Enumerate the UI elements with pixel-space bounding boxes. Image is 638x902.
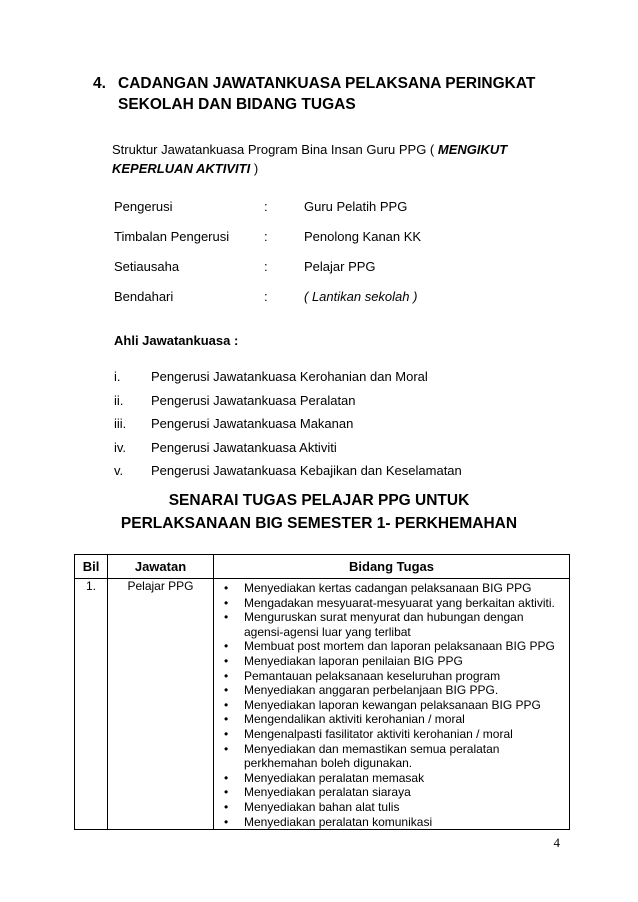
committee-colon: : bbox=[264, 199, 268, 214]
committee-colon: : bbox=[264, 289, 268, 304]
bullet-icon: • bbox=[224, 610, 229, 625]
task-item bbox=[214, 771, 565, 786]
committee-colon: : bbox=[264, 259, 268, 274]
committee-row bbox=[0, 199, 638, 219]
member-item bbox=[0, 369, 638, 389]
member-numeral: iv. bbox=[114, 439, 127, 455]
member-text: Pengerusi Jawatankuasa Kebajikan dan Keselamatan bbox=[151, 463, 462, 478]
task-item bbox=[214, 581, 565, 596]
bullet-icon: • bbox=[224, 639, 229, 654]
page-number: 4 bbox=[553, 835, 560, 850]
bullet-icon: • bbox=[224, 683, 229, 698]
bullet-icon: • bbox=[224, 712, 229, 727]
task-item bbox=[214, 654, 565, 669]
committee-position: Timbalan Pengerusi bbox=[114, 229, 230, 244]
bullet-icon: • bbox=[224, 697, 229, 712]
task-text: Menyediakan peralatan memasak bbox=[244, 770, 425, 785]
header-bil: Bil bbox=[75, 555, 108, 579]
task-item bbox=[214, 669, 565, 684]
task-item bbox=[214, 727, 565, 742]
committee-position: Pengerusi bbox=[114, 199, 173, 214]
committee-colon: : bbox=[264, 229, 268, 244]
member-text: Pengerusi Jawatankuasa Kerohanian dan Moral bbox=[151, 369, 428, 384]
bullet-icon: • bbox=[224, 595, 229, 610]
section-number: 4. bbox=[93, 75, 106, 92]
task-item bbox=[214, 712, 565, 727]
task-text: Menyediakan laporan penilaian BIG PPG bbox=[244, 653, 463, 668]
intro-text: Struktur Jawatankuasa Program Bina Insan Guru PPG ( bbox=[112, 142, 438, 157]
task-text: Mengadakan mesyuarat-mesyuarat yang berkaitan aktiviti. bbox=[244, 595, 555, 610]
task-text: Menyediakan anggaran perbelanjaan BIG PPG. bbox=[244, 683, 499, 698]
duty-list-title-line1: SENARAI TUGAS PELAJAR PPG UNTUK bbox=[168, 492, 470, 509]
task-text: Menyediakan bahan alat tulis bbox=[244, 799, 400, 814]
task-item bbox=[214, 610, 565, 639]
header-bidang-tugas: Bidang Tugas bbox=[214, 555, 570, 579]
member-item bbox=[0, 393, 638, 413]
task-list bbox=[214, 579, 569, 829]
member-numeral: iii. bbox=[114, 416, 127, 431]
intro-paragraph bbox=[112, 140, 507, 178]
member-item bbox=[0, 416, 638, 436]
task-text: Menyediakan dan memastikan semua peralatan perkhemahan boleh digunakan. bbox=[244, 741, 500, 771]
committee-value: Pelajar PPG bbox=[304, 259, 376, 274]
duty-tasks-cell bbox=[214, 579, 570, 830]
task-text: Menyediakan peralatan siaraya bbox=[244, 785, 411, 800]
committee-position: Setiausaha bbox=[114, 259, 180, 274]
committee-row bbox=[0, 229, 638, 249]
duty-table bbox=[74, 554, 570, 830]
task-item bbox=[214, 683, 565, 698]
bullet-icon: • bbox=[224, 653, 229, 668]
member-numeral: v. bbox=[114, 463, 124, 478]
task-text: Menyediakan laporan kewangan pelaksanaan BIG PPG bbox=[244, 697, 541, 712]
task-text: Mengenalpasti fasilitator aktiviti kerohanian / moral bbox=[244, 726, 513, 741]
duty-list-title bbox=[0, 489, 638, 535]
task-item bbox=[214, 698, 565, 713]
committee-value: Guru Pelatih PPG bbox=[304, 199, 408, 214]
section-title bbox=[118, 73, 535, 115]
task-item bbox=[214, 800, 565, 815]
duty-row bbox=[75, 579, 570, 830]
member-text: Pengerusi Jawatankuasa Peralatan bbox=[151, 392, 356, 408]
intro-emphasis-line1: MENGIKUT bbox=[437, 142, 508, 157]
intro-emphasis-line2: KEPERLUAN AKTIVITI bbox=[112, 161, 251, 176]
bullet-icon: • bbox=[224, 785, 229, 800]
committee-value: Penolong Kanan KK bbox=[304, 229, 422, 244]
task-item bbox=[214, 785, 565, 800]
task-item bbox=[214, 639, 565, 654]
section-title-line1: CADANGAN JAWATANKUASA PELAKSANA PERINGKAT bbox=[118, 75, 536, 92]
member-numeral: ii. bbox=[114, 392, 124, 408]
member-text: Pengerusi Jawatankuasa Aktiviti bbox=[151, 439, 337, 455]
task-item bbox=[214, 815, 565, 830]
bullet-icon: • bbox=[224, 581, 229, 595]
duty-list-title-line2: PERLAKSANAAN BIG SEMESTER 1- PERKHEMAHAN bbox=[120, 515, 518, 532]
member-item bbox=[0, 463, 638, 483]
task-text: Menyediakan peralatan komunikasi bbox=[244, 814, 433, 829]
committee-row bbox=[0, 289, 638, 309]
duty-table-header-row bbox=[75, 555, 570, 579]
committee-position: Bendahari bbox=[114, 289, 174, 304]
committee-row bbox=[0, 259, 638, 279]
bullet-icon: • bbox=[224, 741, 229, 756]
section-title-line2: SEKOLAH DAN BIDANG TUGAS bbox=[118, 96, 356, 113]
member-numeral: i. bbox=[114, 369, 121, 384]
member-text: Pengerusi Jawatankuasa Makanan bbox=[151, 416, 354, 431]
bullet-icon: • bbox=[224, 726, 229, 741]
task-text: Menguruskan surat menyurat dan hubungan dengan agensi-agensi luar yang terlibat bbox=[244, 610, 524, 639]
task-text: Membuat post mortem dan laporan pelaksanaan BIG PPG bbox=[244, 639, 555, 654]
task-text: Mengendalikan aktiviti kerohanian / moral bbox=[244, 712, 465, 727]
bullet-icon: • bbox=[224, 814, 229, 829]
members-heading: Ahli Jawatankuasa : bbox=[114, 333, 239, 348]
duty-table-body bbox=[75, 579, 570, 830]
task-item bbox=[214, 742, 565, 771]
task-item bbox=[214, 596, 565, 611]
bullet-icon: • bbox=[224, 668, 229, 683]
duty-bil: 1. bbox=[75, 579, 108, 830]
member-item bbox=[0, 440, 638, 460]
committee-value: ( Lantikan sekolah ) bbox=[304, 289, 418, 304]
task-text: Menyediakan kertas cadangan pelaksanaan BIG PPG bbox=[244, 581, 532, 595]
bullet-icon: • bbox=[224, 770, 229, 785]
header-jawatan: Jawatan bbox=[108, 555, 214, 579]
intro-suffix: ) bbox=[250, 161, 259, 176]
duty-jawatan: Pelajar PPG bbox=[108, 579, 214, 830]
bullet-icon: • bbox=[224, 799, 229, 814]
task-text: Pemantauan pelaksanaan keseluruhan program bbox=[244, 668, 501, 683]
